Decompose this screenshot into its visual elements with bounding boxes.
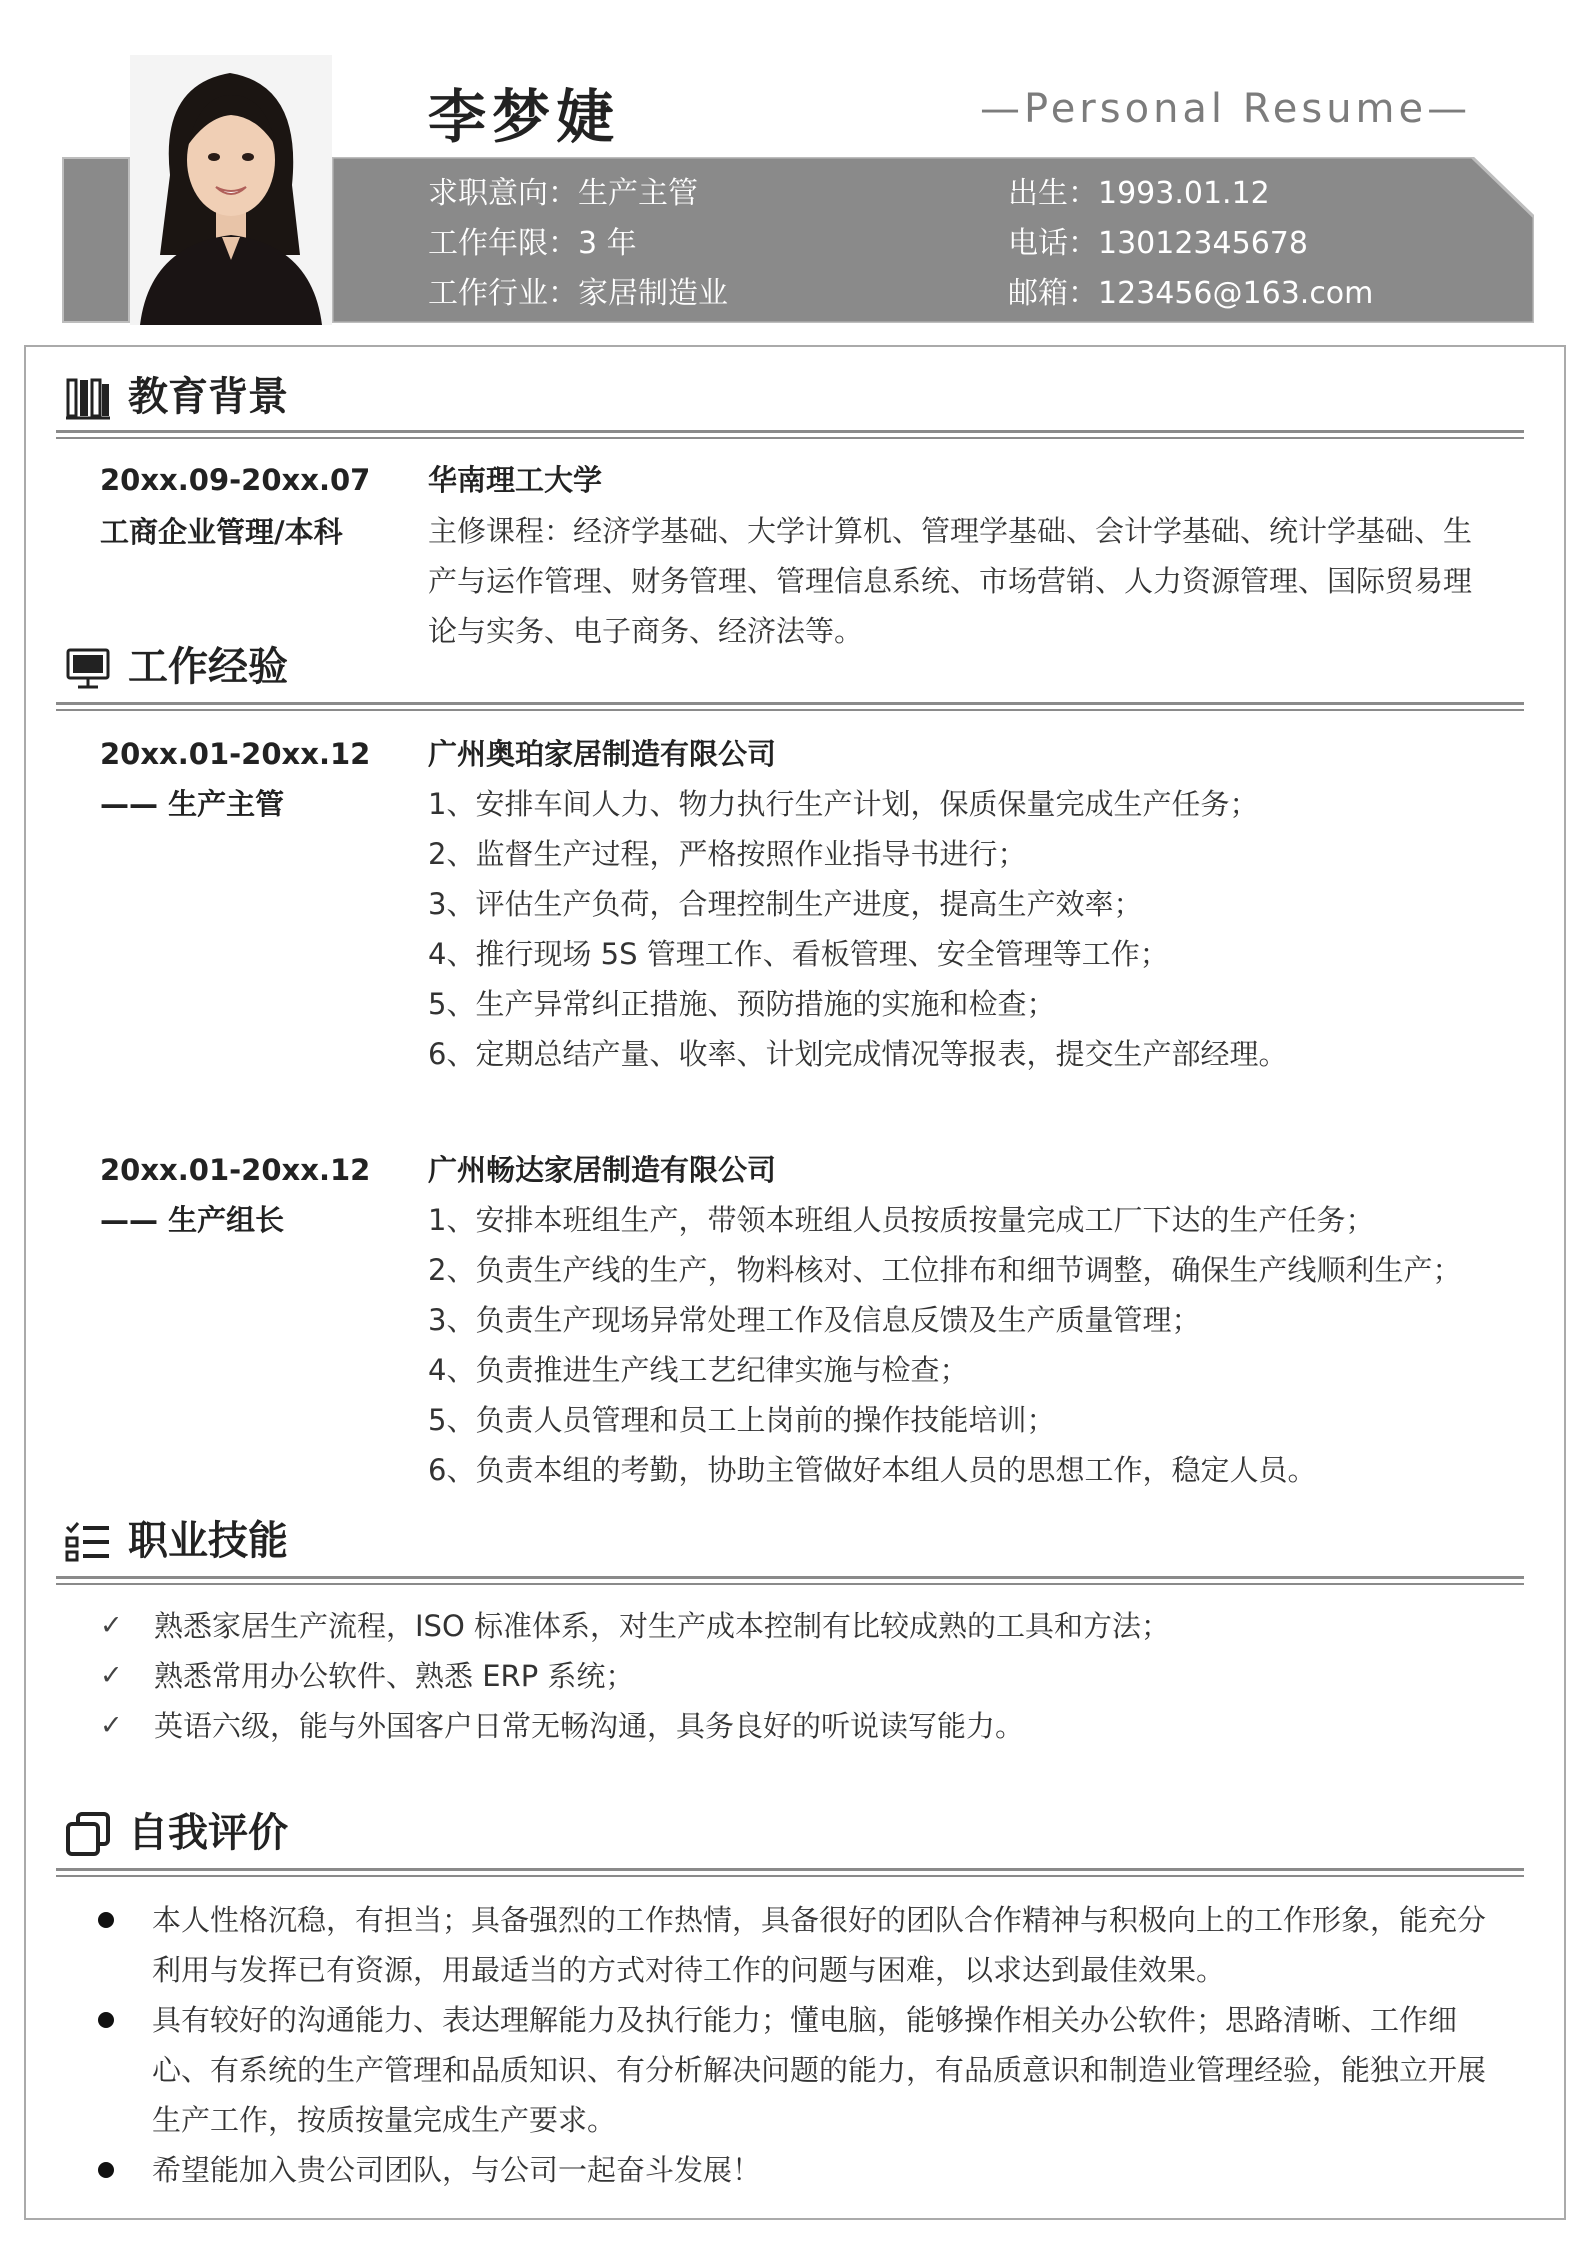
check-icon: ✓ — [100, 1660, 123, 1691]
skill-item: 熟悉家居生产流程，ISO 标准体系，对生产成本控制有比较成熟的工具和方法； — [154, 1609, 1171, 1643]
section-title-skills: 职业技能 — [128, 1518, 288, 1564]
monitor-icon — [64, 644, 112, 692]
phone-number[interactable]: 电话：13012345678 — [1008, 226, 1308, 261]
bullet-icon — [98, 2162, 114, 2178]
check-icon: ✓ — [100, 1710, 123, 1741]
check-icon: ✓ — [100, 1610, 123, 1641]
copy-icon — [64, 1810, 112, 1858]
checklist-icon — [64, 1518, 112, 1566]
education-date: 20xx.09-20xx.07 — [100, 463, 371, 497]
job-date: 20xx.01-20xx.12 — [100, 737, 371, 771]
self-eval-item: 希望能加入贵公司团队，与公司一起奋斗发展！ — [152, 2153, 762, 2187]
job-duty: 2、监督生产过程，严格按照作业指导书进行； — [428, 837, 1027, 871]
section-divider — [56, 702, 1524, 711]
job-duty: 4、负责推进生产线工艺纪律实施与检查； — [428, 1353, 969, 1387]
job-duty: 3、负责生产现场异常处理工作及信息反馈及生产质量管理； — [428, 1303, 1201, 1337]
job-duty: 4、推行现场 5S 管理工作、看板管理、安全管理等工作； — [428, 937, 1169, 971]
bullet-icon — [98, 2012, 114, 2028]
birth-date: 出生：1993.01.12 — [1008, 176, 1270, 211]
section-divider — [56, 1868, 1524, 1877]
work-years: 工作年限：3 年 — [428, 226, 637, 261]
job-role: —— 生产主管 — [100, 787, 285, 821]
skill-item: 熟悉常用办公软件、熟悉 ERP 系统； — [154, 1659, 635, 1693]
education-degree: 工商企业管理/本科 — [100, 515, 343, 549]
job-duty: 2、负责生产线的生产，物料核对、工位排布和细节调整，确保生产线顺利生产； — [428, 1253, 1462, 1287]
job-duty: 1、安排本班组生产，带领本班组人员按质按量完成工厂下达的生产任务； — [428, 1203, 1375, 1237]
bullet-icon — [98, 1912, 114, 1928]
profile-photo-illustration — [130, 55, 332, 325]
job-intent: 求职意向：生产主管 — [428, 176, 698, 211]
job-company: 广州奥珀家居制造有限公司 — [428, 737, 777, 771]
job-role: —— 生产组长 — [100, 1203, 285, 1237]
self-eval-item: 具有较好的沟通能力、表达理解能力及执行能力；懂电脑，能够操作相关办公软件；思路清晰、工作细心、有系统的生产管理和品质知识、有分析解决问题的能力，有品质意识和制造业管理经验，能独立开展生产工作，按质按量完成生产要求。 — [152, 2003, 1487, 2137]
job-date: 20xx.01-20xx.12 — [100, 1153, 371, 1187]
education-school: 华南理工大学 — [428, 463, 603, 497]
self-eval-item: 本人性格沉稳，有担当；具备强烈的工作热情，具备很好的团队合作精神与积极向上的工作形象，能充分利用与发挥已有资源，用最适当的方式对待工作的问题与困难，以求达到最佳效果。 — [152, 1903, 1487, 1987]
work-industry: 工作行业：家居制造业 — [428, 276, 728, 311]
job-duty: 6、负责本组的考勤，协助主管做好本组人员的思想工作，稳定人员。 — [428, 1453, 1317, 1487]
profile-photo — [130, 55, 332, 325]
section-divider — [56, 1576, 1524, 1585]
job-company: 广州畅达家居制造有限公司 — [428, 1153, 777, 1187]
section-divider — [56, 430, 1524, 439]
skill-item: 英语六级，能与外国客户日常无畅沟通，具务良好的听说读写能力。 — [154, 1709, 1025, 1743]
resume-subtitle: —Personal Resume— — [980, 86, 1472, 132]
job-duty: 1、安排车间人力、物力执行生产计划，保质保量完成生产任务； — [428, 787, 1259, 821]
job-duty: 6、定期总结产量、收率、计划完成情况等报表，提交生产部经理。 — [428, 1037, 1288, 1071]
job-duty: 3、评估生产负荷，合理控制生产进度，提高生产效率； — [428, 887, 1143, 921]
header-left-bar — [62, 157, 130, 323]
job-duty: 5、生产异常纠正措施、预防措施的实施和检查； — [428, 987, 1056, 1021]
books-icon — [64, 374, 112, 422]
section-title-self-evaluation: 自我评价 — [128, 1810, 288, 1856]
section-title-work: 工作经验 — [128, 644, 288, 690]
job-duty: 5、负责人员管理和员工上岗前的操作技能培训； — [428, 1403, 1056, 1437]
education-courses: 主修课程：经济学基础、大学计算机、管理学基础、会计学基础、统计学基础、生产与运作管理、财务管理、管理信息系统、市场营销、人力资源管理、国际贸易理论与实务、电子商务、经济法等。 — [428, 514, 1473, 648]
candidate-name: 李梦婕 — [428, 83, 621, 151]
section-title-education: 教育背景 — [128, 374, 288, 420]
email-address[interactable]: 邮箱：123456@163.com — [1008, 276, 1374, 311]
